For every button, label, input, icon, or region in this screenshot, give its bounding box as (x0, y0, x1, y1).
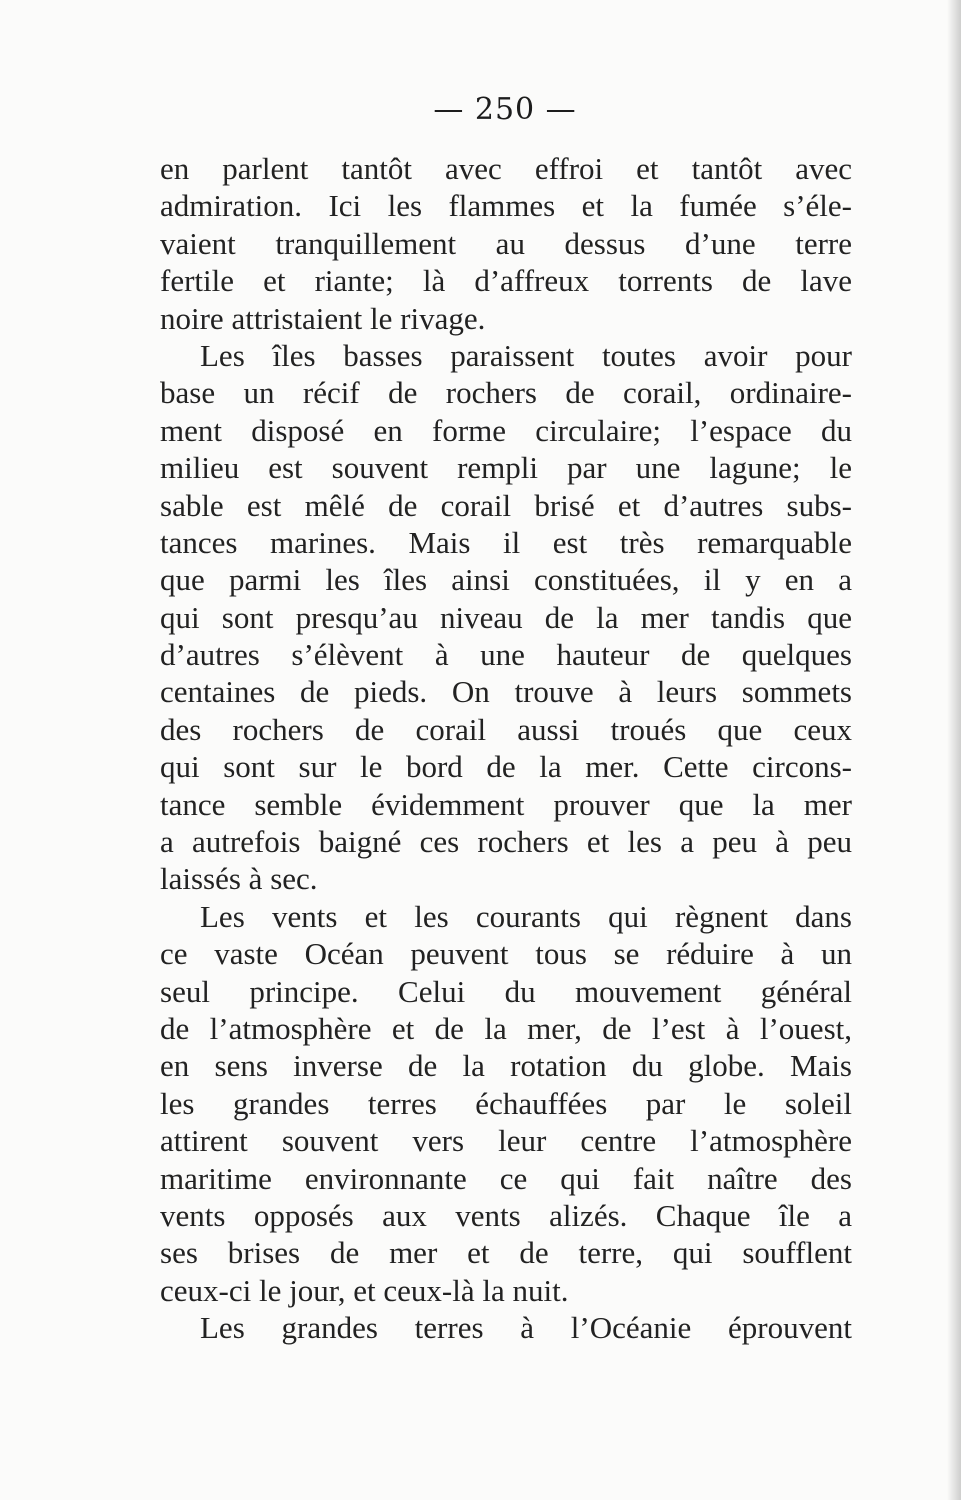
text-line: ment disposé en forme circulaire; l’espace du (160, 412, 852, 448)
text-line: noire attristaient le rivage. (160, 300, 486, 336)
text-line: a autrefois baigné ces rochers et les a peu à peu (160, 824, 852, 860)
text-line: les grandes terres échauffées par le soleil (160, 1085, 852, 1121)
text-line: milieu est souvent rempli par une lagune; le (160, 450, 852, 486)
text-line: fertile et riante; là d’affreux torrents de lave (160, 263, 852, 299)
text-line: ce vaste Océan peuvent tous se réduire à un (160, 936, 852, 972)
page-binding-shadow (947, 0, 961, 1500)
text-line: qui sont sur le bord de la mer. Cette circons- (160, 749, 852, 785)
text-line: centaines de pieds. On trouve à leurs sommets (160, 674, 852, 710)
text-line: maritime environnante ce qui fait naître des (160, 1160, 852, 1196)
text-line: ceux-ci le jour, et ceux-là la nuit. (160, 1272, 569, 1308)
text-line: ses brises de mer et de terre, qui soufflent (160, 1235, 852, 1271)
text-line: que parmi les îles ainsi constituées, il y en a (160, 562, 852, 598)
body-text (160, 150, 852, 1347)
text-line: vents opposés aux vents alizés. Chaque île a (160, 1197, 852, 1233)
text-line: laissés à sec. (160, 861, 318, 897)
text-line: d’autres s’élèvent à une hauteur de quelques (160, 637, 852, 673)
text-line: Les vents et les courants qui règnent dans (200, 898, 852, 934)
text-line: attirent souvent vers leur centre l’atmosphère (160, 1123, 852, 1159)
page-number: — 250 — (433, 92, 577, 127)
text-line: Les îles basses paraissent toutes avoir pour (200, 337, 852, 373)
text-line: Les grandes terres à l’Océanie éprouvent (200, 1310, 852, 1346)
text-line: en sens inverse de la rotation du globe. Mais (160, 1048, 852, 1084)
text-line: seul principe. Celui du mouvement général (160, 973, 852, 1009)
text-line: de l’atmosphère et de la mer, de l’est à l’ouest, (160, 1010, 852, 1046)
text-line: base un récif de rochers de corail, ordinaire- (160, 375, 852, 411)
text-line: vaient tranquillement au dessus d’une terre (160, 225, 852, 261)
text-line: en parlent tantôt avec effroi et tantôt avec (160, 151, 852, 186)
text-line: sable est mêlé de corail brisé et d’autres subs- (160, 487, 852, 523)
text-line: tances marines. Mais il est très remarquable (160, 524, 852, 560)
text-line: admiration. Ici les flammes et la fumée s’éle- (160, 188, 852, 224)
text-line: qui sont presqu’au niveau de la mer tandis que (160, 599, 852, 635)
text-line: tance semble évidemment prouver que la mer (160, 786, 852, 822)
text-line: des rochers de corail aussi troués que ceux (160, 711, 852, 747)
